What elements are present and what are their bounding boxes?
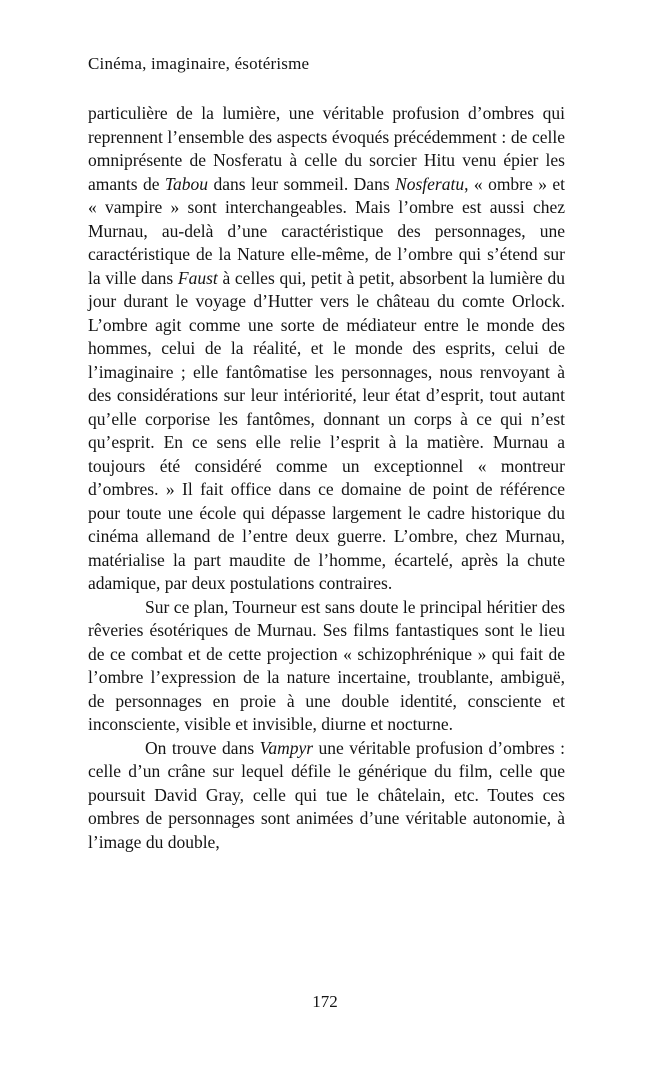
text-run: une véritable profusion d’ombres : celle d’un crâne sur lequel défile le générique du film, celle que poursuit David Gray, celle qui tue le châtelain, etc. Toutes ces ombres de personnages sont animées d’une véritable autonomie, à l’image du double, bbox=[88, 737, 565, 852]
paragraph bbox=[88, 102, 565, 596]
paragraph bbox=[88, 737, 565, 855]
text-run: Sur ce plan, Tourneur est sans doute le principal héritier des rêveries ésotériques de Murnau. Ses films fantastiques sont le lieu de ce combat et de cette projection « schizophrénique » qui fait de l’ombre l’expression de la nature incertaine, troublante, ambiguë, de personnages en proie à une double identité, consciente et inconsciente, visible et invisible, diurne et nocturne. bbox=[88, 596, 565, 734]
text-run: On trouve dans bbox=[145, 737, 260, 758]
text-run: à celles qui, petit à petit, absorbent la lumière du jour durant le voyage d’Hutter vers le château du comte Orlock. L’ombre agit comme une sorte de médiateur entre le monde des hommes, celui de la réalité, et le monde des esprits, celui de l’imaginaire ; elle fantômatise les personnages, nous renvoyant à des considérations sur leur intériorité, leur état d’esprit, tout autant qu’elle corporise les fantômes, donnant un corps à ce qui n’est qu’esprit. En ce sens elle relie l’esprit à la matière. Murnau a toujours été considéré comme un exceptionnel « montreur d’ombres. » Il fait office dans ce domaine de point de référence pour toute une école qui dépasse largement le cadre historique du cinéma allemand de l’entre deux guerre. L’ombre, chez Murnau, matérialise la part maudite de l’homme, écartelé, après la chute adamique, par deux postulations contraires. bbox=[88, 267, 565, 593]
text-run: particulière de la lumière, une véritable profusion d’ombres qui reprennent l’ensemble des aspects évoqués précédemment : de celle omniprésente de Nosferatu à celle du sorcier Hitu venu épier les amants de bbox=[88, 103, 565, 194]
text-run: dans leur sommeil. Dans bbox=[208, 173, 396, 194]
body-text bbox=[88, 102, 565, 854]
italic-title-text: Faust bbox=[177, 267, 218, 288]
page-number: 172 bbox=[312, 992, 338, 1011]
running-header: Cinéma, imaginaire, ésotérisme bbox=[88, 54, 310, 73]
italic-title-text: Nosferatu bbox=[395, 173, 465, 194]
paragraph bbox=[88, 596, 565, 737]
text-run: , « ombre » et « vampire » sont interchangeables. Mais l’ombre est aussi chez Murnau, au-delà d’une caractéristique des personnages, une caractéristique de la Nature elle-même, de l’ombre qui s’étend sur la ville dans bbox=[88, 173, 565, 288]
italic-title-text: Vampyr bbox=[259, 737, 314, 758]
italic-title-text: Tabou bbox=[164, 173, 209, 194]
